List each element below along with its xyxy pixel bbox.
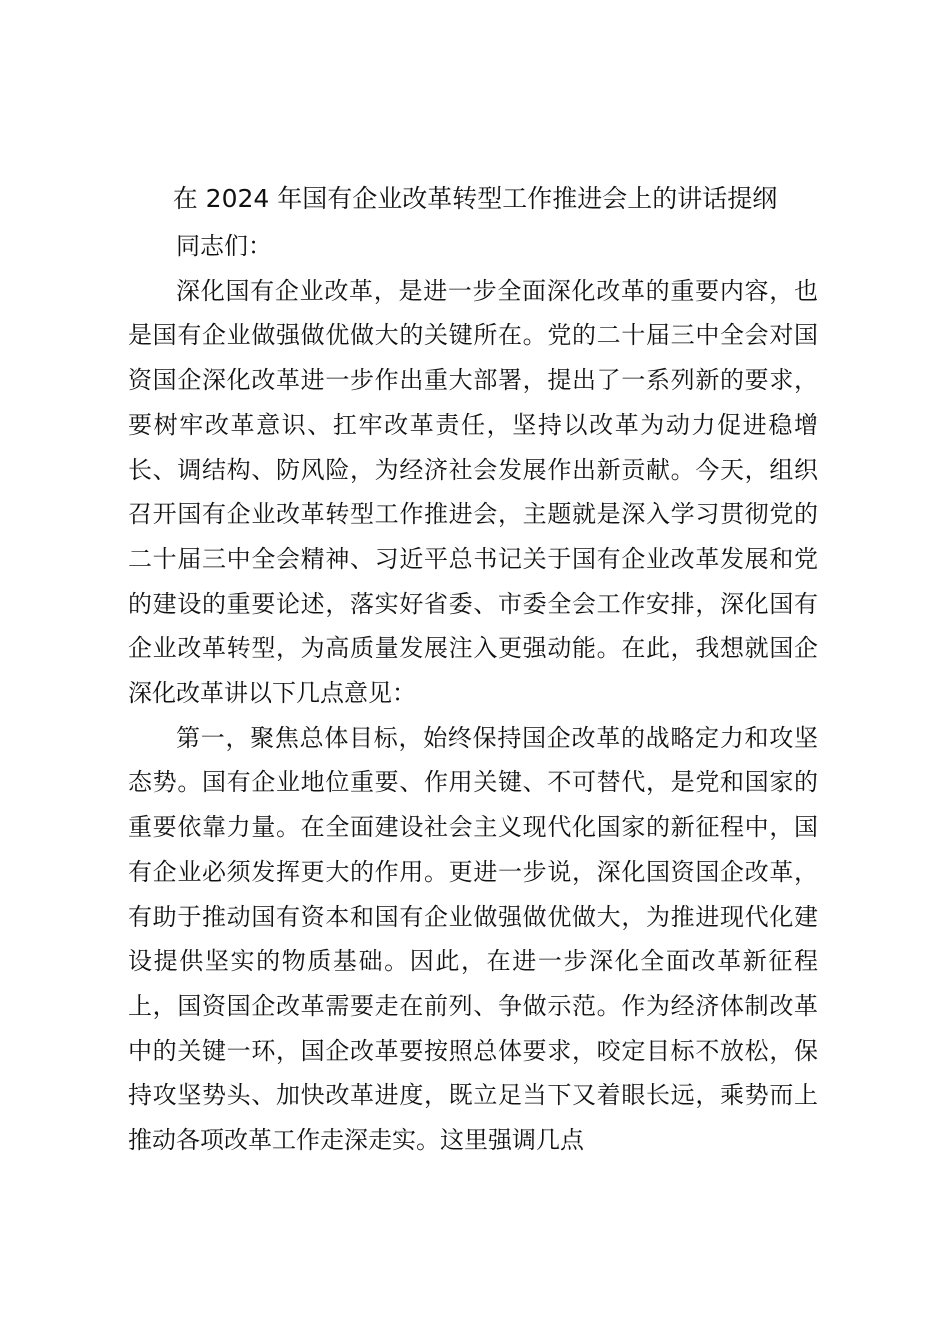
intro-paragraph: 深化国有企业改革，是进一步全面深化改革的重要内容，也是国有企业做强做优做大的关键所在。党的二十届三中全会对国资国企深化改革进一步作出重大部署，提出了一系列新的要求，要树牢改革意识、扛牢改革责任，坚持以改革为动力促进稳增长、调结构、防风险，为经济社会发展作出新贡献。今天，组织召开国有企业改革转型工作推进会，主题就是深入学习贯彻党的二十届三中全会精神、习近平总书记关于国有企业改革发展和党的建设的重要论述，落实好省委、市委全会工作安排，深化国有企业改革转型，为高质量发展注入更强动能。在此，我想就国企深化改革讲以下几点意见： xyxy=(128,276,818,708)
salutation-paragraph: 同志们： xyxy=(176,232,272,260)
first-point-paragraph: 第一，聚焦总体目标，始终保持国企改革的战略定力和攻坚态势。国有企业地位重要、作用关键、不可替代，是党和国家的重要依靠力量。在全面建设社会主义现代化国家的新征程中，国有企业必须发挥更大的作用。更进一步说，深化国资国企改革，有助于推动国有资本和国有企业做强做优做大，为推进现代化建设提供坚实的物质基础。因此，在进一步深化全面改革新征程上，国资国企改革需要走在前列、争做示范。作为经济体制改革中的关键一环，国企改革要按照总体要求，咬定目标不放松，保持攻坚势头、加快改革进度，既立足当下又着眼长远，乘势而上推动各项改革工作走深走实。这里强调几点 xyxy=(128,723,818,1155)
document-title: 在 2024 年国有企业改革转型工作推进会上的讲话提纲 xyxy=(172,184,778,213)
document-body xyxy=(128,224,818,1163)
